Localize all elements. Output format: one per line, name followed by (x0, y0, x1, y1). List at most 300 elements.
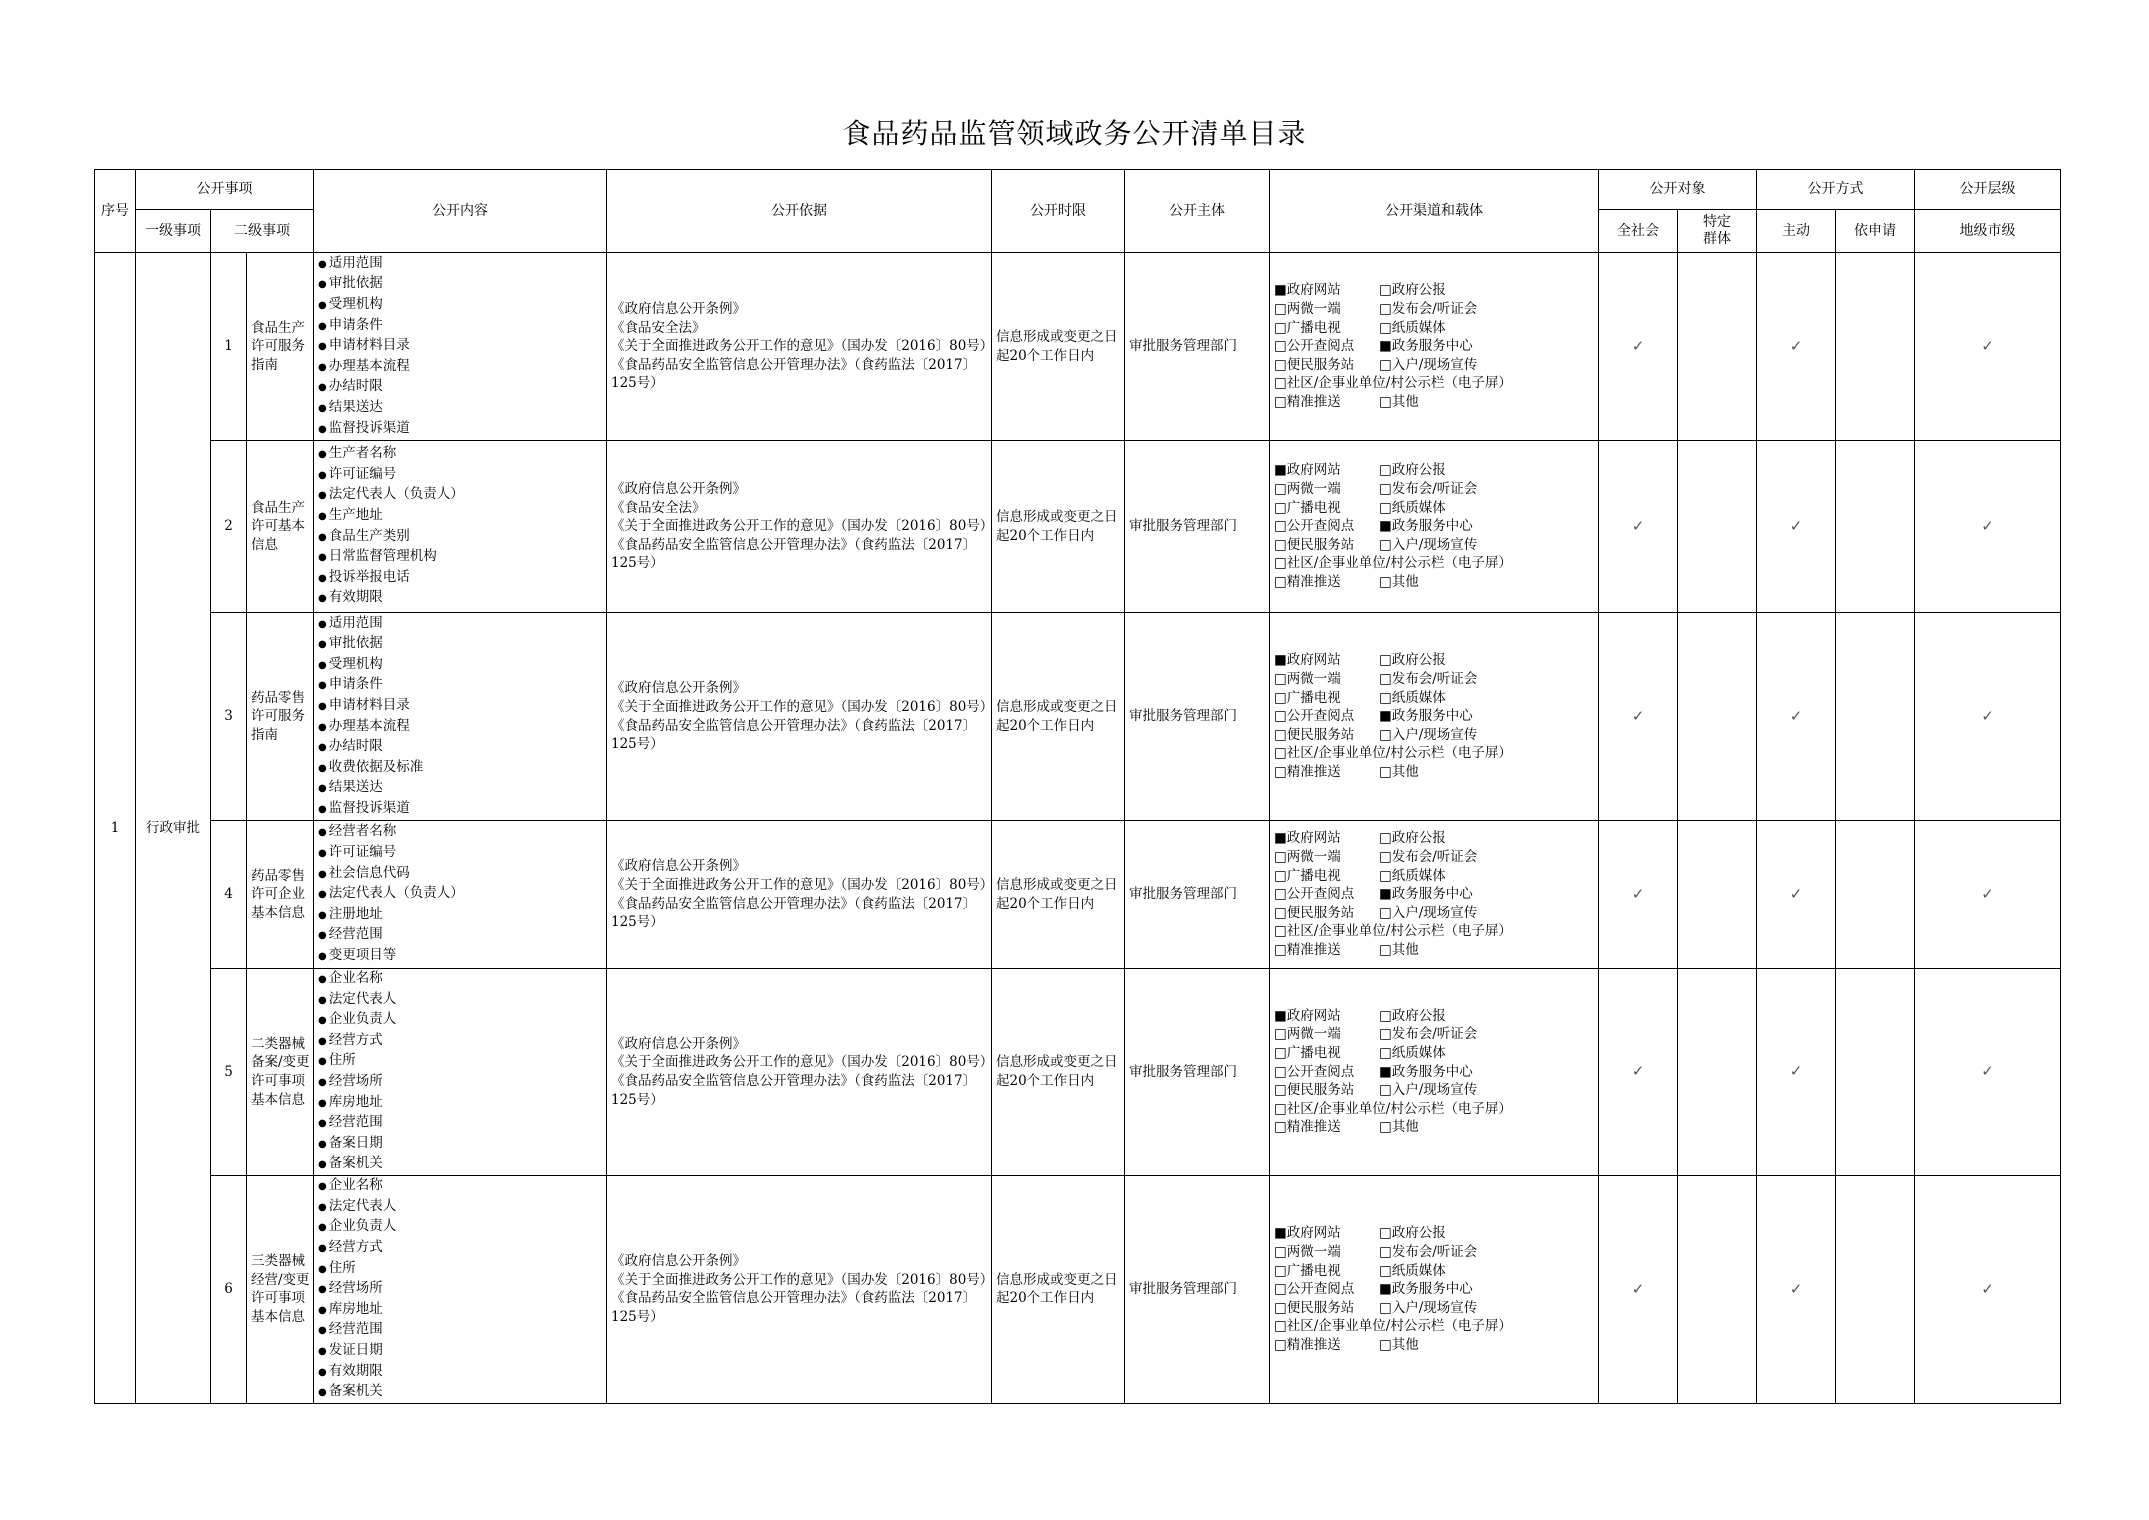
channel-option: □发布会/听证会 (1379, 481, 1478, 498)
mark-city (1915, 253, 2061, 441)
content-item: ● 经营范围 (318, 1113, 602, 1134)
channel-option: □广播电视 (1274, 319, 1341, 336)
channel-option: □发布会/听证会 (1379, 849, 1478, 866)
check-mark: ✓ (1789, 884, 1803, 903)
content-item: ● 审批依据 (318, 634, 602, 655)
channel-option: □其他 (1379, 573, 1419, 590)
table-row (95, 441, 2061, 613)
mark-city (1915, 613, 2061, 821)
content-item: ● 备案日期 (318, 1134, 602, 1155)
content-item: ● 法定代表人 (318, 990, 602, 1011)
content-list (314, 969, 607, 1176)
content-item: ● 申请材料目录 (318, 696, 602, 717)
channel-option: □政府公报 (1379, 830, 1446, 847)
mark-request (1836, 253, 1915, 441)
content-item: ● 备案机关 (318, 1154, 602, 1175)
channel-option: □精准推送 (1274, 1336, 1341, 1353)
check-mark: ✓ (1631, 706, 1645, 725)
check-mark: ✓ (1981, 336, 1994, 355)
disclosure-subject: 审批服务管理部门 (1125, 613, 1270, 821)
channel-line (1274, 300, 1594, 319)
channel-line (1274, 1299, 1594, 1318)
check-mark: ✓ (1631, 1062, 1645, 1081)
channel-line (1274, 922, 1594, 941)
channel-line (1274, 829, 1594, 848)
row-number: 1 (211, 253, 247, 441)
content-item: ● 企业负责人 (318, 1010, 602, 1031)
content-item: ● 有效期限 (318, 588, 602, 609)
channel-option: □两微一端 (1274, 301, 1341, 318)
channel-option: ■政府网站 (1274, 282, 1341, 299)
channel-option: ■政府网站 (1274, 652, 1341, 669)
mark-active (1757, 821, 1836, 969)
channel-option: □精准推送 (1274, 1119, 1341, 1136)
channel-line (1274, 1317, 1594, 1336)
content-list (314, 253, 607, 441)
content-item: ● 法定代表人（负责人） (318, 884, 602, 905)
content-item: ● 生产者名称 (318, 444, 602, 465)
channel-option: □纸质媒体 (1379, 499, 1446, 516)
channel-option: □公开查阅点 (1274, 886, 1355, 903)
channel-line (1274, 517, 1594, 536)
channel-line (1274, 689, 1594, 708)
row-number: 4 (211, 821, 247, 969)
channel-option: ■政府网站 (1274, 1225, 1341, 1242)
channel-option: ■政务服务中心 (1379, 886, 1473, 903)
mark-all (1599, 253, 1678, 441)
channel-line (1274, 573, 1594, 592)
channel-line (1274, 941, 1594, 960)
content-item: ● 经营者名称 (318, 822, 602, 843)
channel-option: □社区/企事业单位/村公示栏（电子屏） (1274, 375, 1512, 392)
channel-option: □发布会/听证会 (1379, 671, 1478, 688)
table-row (95, 253, 2061, 441)
content-item: ● 监督投诉渠道 (318, 799, 602, 820)
disclosure-subject: 审批服务管理部门 (1125, 821, 1270, 969)
channel-option: □广播电视 (1274, 1045, 1341, 1062)
content-item: ● 结果送达 (318, 398, 602, 419)
mark-specific (1678, 441, 1757, 613)
header-level: 公开层级 (1915, 170, 2061, 210)
mark-all (1599, 613, 1678, 821)
content-list (314, 1175, 607, 1403)
channel-option: □纸质媒体 (1379, 689, 1446, 706)
channel-option: □精准推送 (1274, 763, 1341, 780)
channel-line (1274, 848, 1594, 867)
channel-line (1274, 763, 1594, 782)
table-body (95, 253, 2061, 1404)
basis-item: 《食品药品安全监管信息公开管理办法》（食药监法〔2017〕125号） (611, 895, 977, 931)
channel-line (1274, 1025, 1594, 1044)
content-item: ● 库房地址 (318, 1300, 602, 1321)
content-item: ● 办理基本流程 (318, 717, 602, 738)
channel-option: □广播电视 (1274, 867, 1341, 884)
content-item: ● 结果送达 (318, 778, 602, 799)
disclosure-subject: 审批服务管理部门 (1125, 1175, 1270, 1403)
content-item: ● 住所 (318, 1259, 602, 1280)
channel-option: □纸质媒体 (1379, 867, 1446, 884)
channel-line (1274, 1007, 1594, 1026)
channel-option: □入户/现场宣传 (1379, 1299, 1478, 1316)
channel-option: □其他 (1379, 393, 1419, 410)
channel-option: □政府公报 (1379, 462, 1446, 479)
mark-all (1599, 821, 1678, 969)
row-number: 5 (211, 969, 247, 1176)
check-mark: ✓ (1631, 1279, 1645, 1298)
check-mark: ✓ (1981, 516, 1994, 535)
mark-request (1836, 1175, 1915, 1403)
channel-option: □发布会/听证会 (1379, 301, 1478, 318)
channel-line (1274, 885, 1594, 904)
channel-line (1274, 499, 1594, 518)
channel-option: □发布会/听证会 (1379, 1026, 1478, 1043)
check-mark: ✓ (1631, 884, 1645, 903)
content-item: ● 经营场所 (318, 1279, 602, 1300)
channel-option: □纸质媒体 (1379, 1045, 1446, 1062)
mark-active (1757, 613, 1836, 821)
header-method-request: 依申请 (1836, 210, 1915, 253)
channel-option: □社区/企事业单位/村公示栏（电子屏） (1274, 745, 1512, 762)
mark-active (1757, 441, 1836, 613)
basis-item: 《食品安全法》 (611, 499, 706, 516)
header-method-active: 主动 (1757, 210, 1836, 253)
content-item: ● 办结时限 (318, 377, 602, 398)
row-number: 2 (211, 441, 247, 613)
row-number: 3 (211, 613, 247, 821)
header-content: 公开内容 (314, 170, 607, 253)
channel-option: □入户/现场宣传 (1379, 536, 1478, 553)
content-item: ● 经营方式 (318, 1031, 602, 1052)
mark-all (1599, 969, 1678, 1176)
disclosure-time: 信息形成或变更之日起20个工作日内 (992, 969, 1125, 1176)
disclosure-time: 信息形成或变更之日起20个工作日内 (992, 441, 1125, 613)
row-number: 6 (211, 1175, 247, 1403)
channel-option: □纸质媒体 (1379, 1262, 1446, 1279)
channel-option: □广播电视 (1274, 689, 1341, 706)
level2-item: 食品生产许可基本信息 (247, 441, 314, 613)
page-title: 食品药品监管领域政务公开清单目录 (842, 117, 1307, 150)
channel-line (1274, 1243, 1594, 1262)
header-method: 公开方式 (1757, 170, 1915, 210)
content-item: ● 库房地址 (318, 1093, 602, 1114)
channel-line (1274, 651, 1594, 670)
channel-option: □便民服务站 (1274, 1082, 1355, 1099)
basis-list (607, 1175, 992, 1403)
disclosure-time: 信息形成或变更之日起20个工作日内 (992, 821, 1125, 969)
channel-line (1274, 536, 1594, 555)
basis-item: 《关于全面推进政务公开工作的意见》（国办发〔2016〕80号） (611, 518, 994, 535)
channel-line (1274, 726, 1594, 745)
content-item: ● 许可证编号 (318, 465, 602, 486)
header-level1: 一级事项 (136, 210, 211, 253)
channel-option: □精准推送 (1274, 393, 1341, 410)
header-time: 公开时限 (992, 170, 1125, 253)
mark-city (1915, 441, 2061, 613)
mark-city (1915, 969, 2061, 1176)
channel-list (1270, 1175, 1599, 1403)
content-list (314, 821, 607, 969)
level2-item: 药品零售许可服务指南 (247, 613, 314, 821)
channel-line (1274, 554, 1594, 573)
check-mark: ✓ (1789, 516, 1803, 535)
channel-option: □政府公报 (1379, 1007, 1446, 1024)
channel-option: □其他 (1379, 941, 1419, 958)
channel-option: □两微一端 (1274, 1243, 1341, 1260)
header-level-city: 地级市级 (1915, 210, 2061, 253)
level2-item: 药品零售许可企业基本信息 (247, 821, 314, 969)
content-item: ● 投诉举报电话 (318, 568, 602, 589)
mark-specific (1678, 253, 1757, 441)
mark-request (1836, 821, 1915, 969)
check-mark: ✓ (1631, 516, 1645, 535)
disclosure-table (94, 169, 2061, 1404)
basis-item: 《政府信息公开条例》 (611, 680, 746, 697)
channel-option: □两微一端 (1274, 849, 1341, 866)
channel-line (1274, 744, 1594, 763)
basis-item: 《政府信息公开条例》 (611, 1035, 746, 1052)
channel-option: □公开查阅点 (1274, 1063, 1355, 1080)
basis-item: 《关于全面推进政务公开工作的意见》（国办发〔2016〕80号） (611, 698, 994, 715)
channel-option: □政府公报 (1379, 282, 1446, 299)
group-level1: 行政审批 (136, 253, 211, 1404)
content-item: ● 受理机构 (318, 655, 602, 676)
check-mark: ✓ (1789, 336, 1803, 355)
channel-option: □入户/现场宣传 (1379, 904, 1478, 921)
channel-line (1274, 1262, 1594, 1281)
basis-item: 《政府信息公开条例》 (611, 481, 746, 498)
channel-line (1274, 707, 1594, 726)
basis-item: 《食品药品安全监管信息公开管理办法》（食药监法〔2017〕125号） (611, 536, 977, 572)
channel-option: □两微一端 (1274, 1026, 1341, 1043)
channel-line (1274, 1224, 1594, 1243)
channel-line (1274, 1081, 1594, 1100)
basis-item: 《关于全面推进政务公开工作的意见》（国办发〔2016〕80号） (611, 1054, 994, 1071)
mark-all (1599, 1175, 1678, 1403)
channel-option: ■政府网站 (1274, 830, 1341, 847)
content-item: ● 社会信息代码 (318, 864, 602, 885)
content-item: ● 经营范围 (318, 1320, 602, 1341)
header-seq: 序号 (95, 170, 136, 253)
mark-specific (1678, 821, 1757, 969)
content-item: ● 备案机关 (318, 1382, 602, 1403)
channel-option: □便民服务站 (1274, 904, 1355, 921)
basis-item: 《关于全面推进政务公开工作的意见》（国办发〔2016〕80号） (611, 876, 994, 893)
content-item: ● 适用范围 (318, 254, 602, 275)
content-list (314, 613, 607, 821)
content-item: ● 适用范围 (318, 614, 602, 635)
content-item: ● 发证日期 (318, 1341, 602, 1362)
content-item: ● 有效期限 (318, 1362, 602, 1383)
channel-option: □入户/现场宣传 (1379, 356, 1478, 373)
channel-option: □公开查阅点 (1274, 708, 1355, 725)
level2-item: 食品生产许可服务指南 (247, 253, 314, 441)
channel-option: □入户/现场宣传 (1379, 1082, 1478, 1099)
channel-line (1274, 319, 1594, 338)
basis-item: 《食品安全法》 (611, 319, 706, 336)
disclosure-subject: 审批服务管理部门 (1125, 253, 1270, 441)
content-item: ● 监督投诉渠道 (318, 419, 602, 440)
mark-city (1915, 1175, 2061, 1403)
header-audience-specific: 特定群体 (1678, 210, 1757, 253)
channel-option: □其他 (1379, 1119, 1419, 1136)
content-item: ● 生产地址 (318, 506, 602, 527)
content-item: ● 申请条件 (318, 316, 602, 337)
channel-option: ■政务服务中心 (1379, 518, 1473, 535)
content-item: ● 注册地址 (318, 905, 602, 926)
header-items: 公开事项 (136, 170, 314, 210)
group-seq: 1 (95, 253, 136, 1404)
content-item: ● 办结时限 (318, 737, 602, 758)
channel-line (1274, 1063, 1594, 1082)
channel-list (1270, 821, 1599, 969)
disclosure-time: 信息形成或变更之日起20个工作日内 (992, 253, 1125, 441)
basis-item: 《食品药品安全监管信息公开管理办法》（食药监法〔2017〕125号） (611, 356, 977, 392)
content-item: ● 日常监督管理机构 (318, 547, 602, 568)
channel-option: ■政府网站 (1274, 1007, 1341, 1024)
table-header (95, 170, 2061, 253)
channel-option: □其他 (1379, 1336, 1419, 1353)
content-item: ● 经营场所 (318, 1072, 602, 1093)
channel-line (1274, 867, 1594, 886)
header-basis: 公开依据 (607, 170, 992, 253)
channel-option: □社区/企事业单位/村公示栏（电子屏） (1274, 1100, 1512, 1117)
table-row (95, 969, 2061, 1176)
level2-item: 二类器械备案/变更许可事项基本信息 (247, 969, 314, 1176)
channel-option: □公开查阅点 (1274, 518, 1355, 535)
channel-option: □广播电视 (1274, 1262, 1341, 1279)
channel-line (1274, 1100, 1594, 1119)
mark-city (1915, 821, 2061, 969)
check-mark: ✓ (1981, 1062, 1994, 1081)
content-item: ● 法定代表人 (318, 1197, 602, 1218)
header-channels: 公开渠道和载体 (1270, 170, 1599, 253)
channel-option: □广播电视 (1274, 499, 1341, 516)
channel-option: □其他 (1379, 763, 1419, 780)
disclosure-time: 信息形成或变更之日起20个工作日内 (992, 1175, 1125, 1403)
check-mark: ✓ (1981, 884, 1994, 903)
channel-line (1274, 480, 1594, 499)
content-item: ● 办理基本流程 (318, 357, 602, 378)
channel-option: □入户/现场宣传 (1379, 726, 1478, 743)
content-item: ● 企业负责人 (318, 1217, 602, 1238)
mark-active (1757, 1175, 1836, 1403)
basis-item: 《政府信息公开条例》 (611, 858, 746, 875)
basis-list (607, 441, 992, 613)
content-item: ● 企业名称 (318, 969, 602, 990)
channel-option: □精准推送 (1274, 941, 1341, 958)
channel-option: □公开查阅点 (1274, 338, 1355, 355)
channel-list (1270, 613, 1599, 821)
channel-line (1274, 356, 1594, 375)
disclosure-time: 信息形成或变更之日起20个工作日内 (992, 613, 1125, 821)
channel-line (1274, 281, 1594, 300)
basis-item: 《政府信息公开条例》 (611, 301, 746, 318)
channel-option: □政府公报 (1379, 652, 1446, 669)
channel-option: □政府公报 (1379, 1225, 1446, 1242)
content-item: ● 申请材料目录 (318, 336, 602, 357)
check-mark: ✓ (1631, 336, 1645, 355)
content-item: ● 许可证编号 (318, 843, 602, 864)
basis-list (607, 613, 992, 821)
channel-option: □发布会/听证会 (1379, 1243, 1478, 1260)
content-item: ● 住所 (318, 1051, 602, 1072)
basis-list (607, 821, 992, 969)
check-mark: ✓ (1981, 706, 1994, 725)
content-item: ● 申请条件 (318, 675, 602, 696)
content-item: ● 食品生产类别 (318, 527, 602, 548)
table-row (95, 1175, 2061, 1403)
channel-line (1274, 337, 1594, 356)
content-item: ● 企业名称 (318, 1176, 602, 1197)
channel-list (1270, 441, 1599, 613)
channel-option: □社区/企事业单位/村公示栏（电子屏） (1274, 923, 1512, 940)
channel-list (1270, 969, 1599, 1176)
mark-specific (1678, 1175, 1757, 1403)
mark-request (1836, 613, 1915, 821)
channel-line (1274, 461, 1594, 480)
check-mark: ✓ (1981, 1279, 1994, 1298)
mark-specific (1678, 613, 1757, 821)
channel-option: □便民服务站 (1274, 726, 1355, 743)
channel-line (1274, 1118, 1594, 1137)
basis-list (607, 969, 992, 1176)
channel-option: □两微一端 (1274, 671, 1341, 688)
basis-item: 《食品药品安全监管信息公开管理办法》（食药监法〔2017〕125号） (611, 1290, 977, 1326)
mark-request (1836, 441, 1915, 613)
header-audience: 公开对象 (1599, 170, 1757, 210)
channel-option: □社区/企事业单位/村公示栏（电子屏） (1274, 1318, 1512, 1335)
channel-line (1274, 374, 1594, 393)
disclosure-subject: 审批服务管理部门 (1125, 969, 1270, 1176)
content-item: ● 经营方式 (318, 1238, 602, 1259)
basis-item: 《食品药品安全监管信息公开管理办法》（食药监法〔2017〕125号） (611, 717, 977, 753)
basis-item: 《食品药品安全监管信息公开管理办法》（食药监法〔2017〕125号） (611, 1072, 977, 1108)
header-subject: 公开主体 (1125, 170, 1270, 253)
channel-list (1270, 253, 1599, 441)
channel-option: □便民服务站 (1274, 536, 1355, 553)
mark-specific (1678, 969, 1757, 1176)
mark-all (1599, 441, 1678, 613)
content-item: ● 收费依据及标准 (318, 758, 602, 779)
channel-line (1274, 904, 1594, 923)
channel-line (1274, 1336, 1594, 1355)
channel-option: □两微一端 (1274, 481, 1341, 498)
content-item: ● 经营范围 (318, 925, 602, 946)
check-mark: ✓ (1789, 1062, 1803, 1081)
basis-list (607, 253, 992, 441)
table-row (95, 821, 2061, 969)
channel-option: □公开查阅点 (1274, 1281, 1355, 1298)
header-level2: 二级事项 (211, 210, 314, 253)
content-item: ● 变更项目等 (318, 946, 602, 967)
content-item: ● 受理机构 (318, 295, 602, 316)
mark-active (1757, 969, 1836, 1176)
channel-option: ■政务服务中心 (1379, 1063, 1473, 1080)
content-list (314, 441, 607, 613)
channel-option: ■政务服务中心 (1379, 338, 1473, 355)
check-mark: ✓ (1789, 1279, 1803, 1298)
content-item: ● 审批依据 (318, 274, 602, 295)
header-audience-all: 全社会 (1599, 210, 1678, 253)
channel-option: □社区/企事业单位/村公示栏（电子屏） (1274, 555, 1512, 572)
basis-item: 《关于全面推进政务公开工作的意见》（国办发〔2016〕80号） (611, 338, 994, 355)
channel-line (1274, 670, 1594, 689)
basis-item: 《政府信息公开条例》 (611, 1253, 746, 1270)
channel-option: ■政务服务中心 (1379, 708, 1473, 725)
channel-line (1274, 1044, 1594, 1063)
check-mark: ✓ (1789, 706, 1803, 725)
table-row (95, 613, 2061, 821)
